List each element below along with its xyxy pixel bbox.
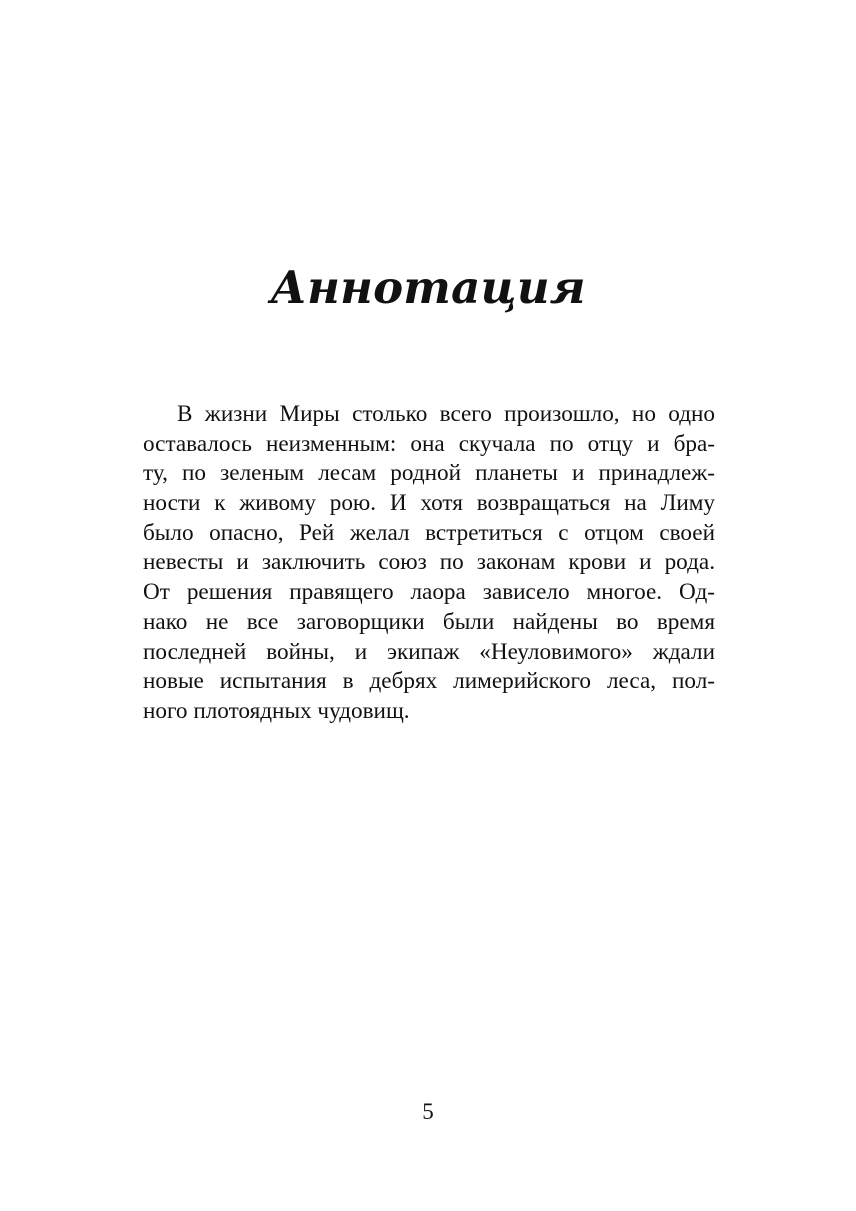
paragraph-line: было опасно, Рей желал встретиться с отцом своей <box>143 519 715 546</box>
paragraph-line: невесты и заключить союз по законам крови и рода. <box>143 549 715 576</box>
paragraph-line: оставалось неизменным: она скучала по отцу и бра- <box>143 430 715 457</box>
paragraph-line: ного плотоядных чудовищ. <box>143 697 410 724</box>
paragraph-line: последней войны, и экипаж «Неуловимого» ждали <box>143 638 715 665</box>
paragraph-line: нако не все заговорщики были найдены во время <box>143 608 715 635</box>
paragraph-line: От решения правящего лаора зависело многое. Од- <box>143 579 715 606</box>
paragraph-line: ности к живому рою. И хотя возвращаться на Лиму <box>143 490 715 517</box>
annotation-paragraph <box>143 400 715 727</box>
paragraph-line: новые испытания в дебрях лимерийского леса, пол- <box>143 668 715 695</box>
page-number: 5 <box>422 1099 434 1124</box>
paragraph-line: ту, по зеленым лесам родной планеты и принадлеж- <box>143 460 715 487</box>
page-title: Аннотация <box>270 261 586 314</box>
paragraph-line: В жизни Миры столько всего произошло, но одно <box>177 401 715 427</box>
